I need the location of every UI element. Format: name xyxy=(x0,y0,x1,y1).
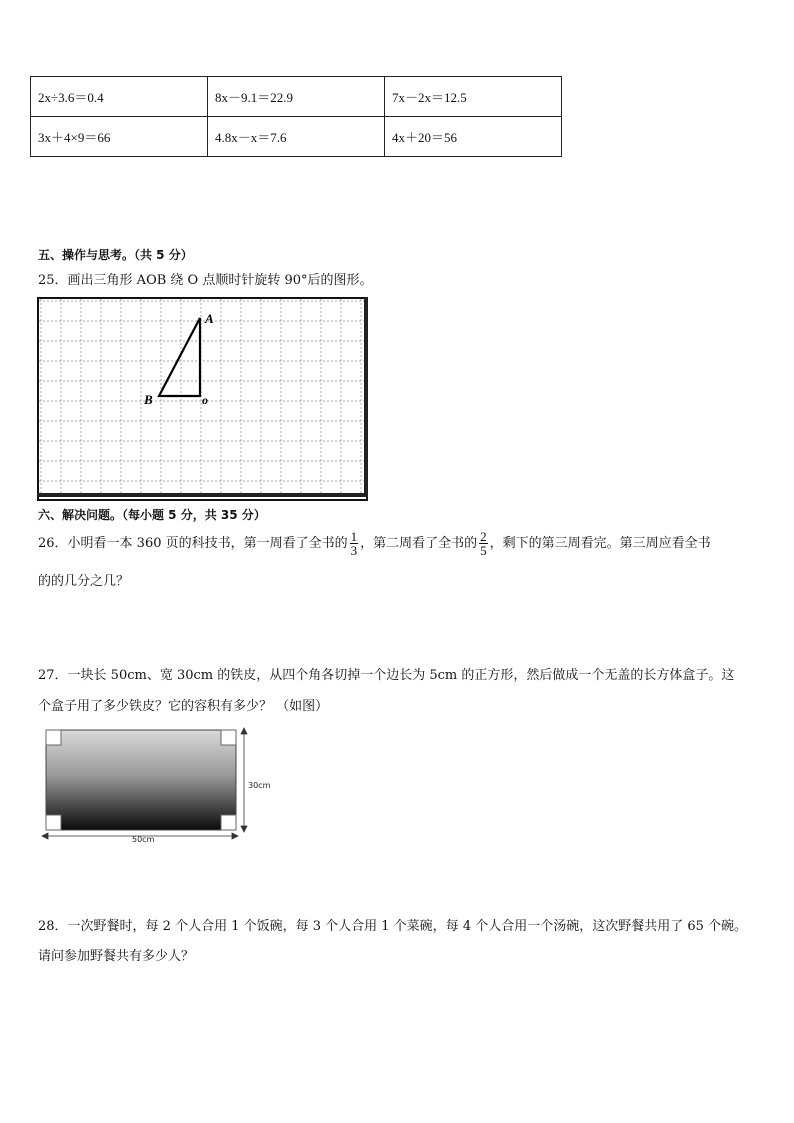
fraction-two-fifths: $\frac{2}{5}$ xyxy=(480,529,487,558)
corner-square xyxy=(46,730,61,745)
q28-line2: 请问参加野餐共有多少人？ xyxy=(38,949,195,964)
sheet-metal-figure xyxy=(40,726,290,846)
height-dimension xyxy=(241,728,247,832)
table-row xyxy=(31,117,562,157)
q26-text-3: ，剩下的第三周看完。第三周应看全书 xyxy=(489,536,711,551)
label-b: B xyxy=(144,392,153,407)
grid-bottom-bar xyxy=(37,493,368,497)
q27-line2: 个盒子用了多少铁皮？它的容积有多少？ （如图） xyxy=(38,699,329,714)
q26-text-2: ，第二周看了全书的 xyxy=(360,536,478,551)
q26-line2: 的的几分之几？ xyxy=(38,574,130,589)
q28-line1: 28．一次野餐时，每 2 个人合用 1 个饭碗，每 3 个人合用 1 个菜碗，每 4 个人合用一个汤碗，这次野餐共用了 65 个碗。 xyxy=(38,919,748,934)
label-o: o xyxy=(202,393,208,407)
corner-square xyxy=(46,815,61,830)
corner-square xyxy=(221,730,236,745)
table-row xyxy=(31,77,562,117)
height-label: 30cm xyxy=(248,781,271,790)
corner-square xyxy=(221,815,236,830)
q27-line1: 27．一块长 50cm、宽 30cm 的铁皮，从四个角各切掉一个边长为 5cm 的正方形，然后做成一个无盖的长方体盒子。这 xyxy=(38,668,735,683)
grid-right-bar xyxy=(364,297,368,497)
equation-cell: 3x＋4×9＝66 xyxy=(31,117,208,157)
equation-cell: 4x＋20＝56 xyxy=(385,117,562,157)
question-25: 25．画出三角形 AOB 绕 O 点顺时针旋转 90°后的图形。 xyxy=(38,273,373,288)
section5-heading: 五、操作与思考。（共 5 分） xyxy=(38,248,193,262)
label-a: A xyxy=(205,311,214,326)
rotation-grid-figure xyxy=(37,297,369,502)
section6-heading: 六、解决问题。（每小题 5 分，共 35 分） xyxy=(38,508,266,522)
width-label: 50cm xyxy=(132,835,155,844)
sheet-rect xyxy=(46,730,236,830)
fraction-one-third: $\frac{1}{3}$ xyxy=(350,529,358,558)
equation-cell: 2x÷3.6＝0.4 xyxy=(31,77,208,117)
equation-cell: 7x－2x＝12.5 xyxy=(385,77,562,117)
equation-cell: 4.8x－x＝7.6 xyxy=(208,117,385,157)
question-26 xyxy=(38,530,711,557)
q26-text-1: 26．小明看一本 360 页的科技书，第一周看了全书的 xyxy=(38,536,348,551)
equation-table xyxy=(30,76,562,157)
equation-cell: 8x－9.1＝22.9 xyxy=(208,77,385,117)
